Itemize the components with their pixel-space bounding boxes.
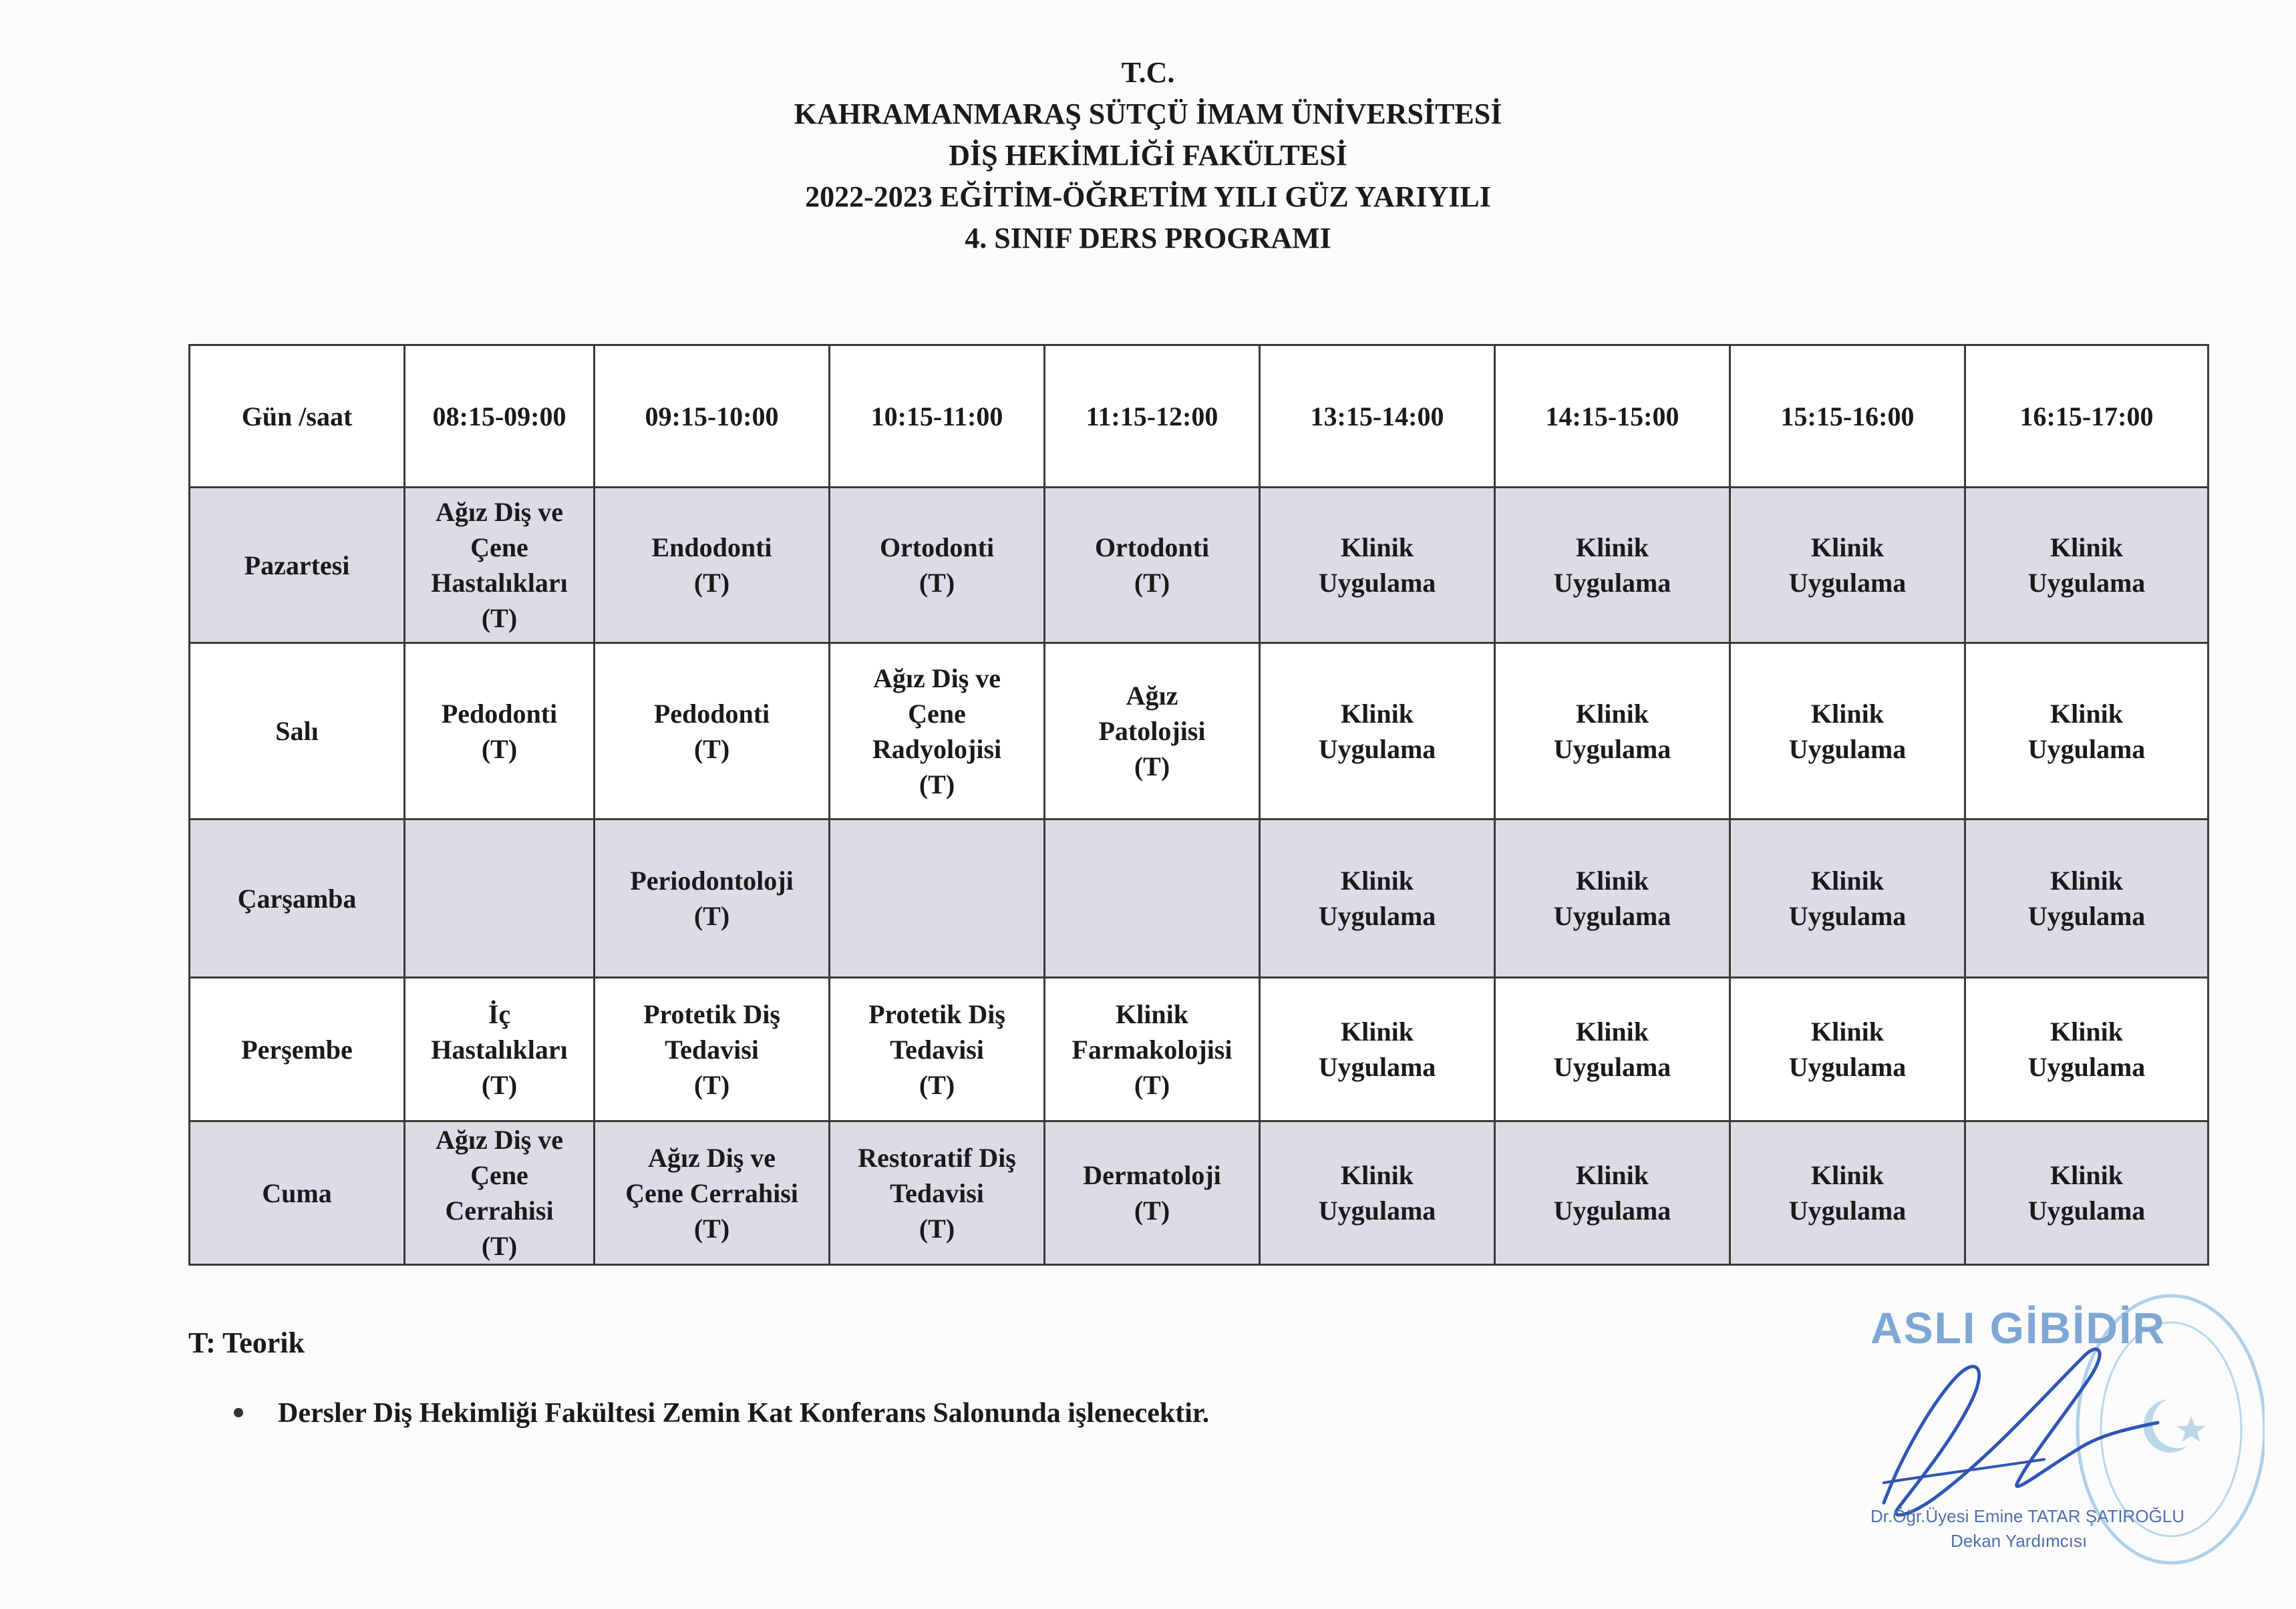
course-cell — [1730, 1121, 1965, 1265]
time-header: 08:15-09:00 — [405, 345, 595, 488]
course-text-line: Klinik — [1341, 1017, 1414, 1047]
course-cell — [1260, 820, 1495, 978]
course-text-line: Uygulama — [1318, 1196, 1436, 1226]
course-text-line: Çene — [470, 532, 528, 562]
header-faculty: DİŞ HEKİMLİĞİ FAKÜLTESİ — [949, 139, 1347, 172]
course-cell — [595, 978, 830, 1121]
course-text-line: Periodontoloji — [630, 866, 794, 896]
course-cell — [1495, 643, 1730, 820]
course-text-line: Uygulama — [1553, 1052, 1671, 1082]
day-cell: Perşembe — [190, 978, 405, 1121]
course-text-line: Uygulama — [1553, 1196, 1671, 1226]
course-cell — [1965, 488, 2208, 643]
course-text-line: Klinik — [2050, 1160, 2123, 1190]
course-text-line: Radyolojisi — [872, 733, 1002, 764]
course-cell — [595, 643, 830, 820]
schedule-row — [190, 978, 2208, 1121]
course-text-line: Klinik — [1341, 698, 1414, 729]
course-cell — [830, 820, 1045, 978]
schedule-row — [190, 643, 2208, 820]
course-cell — [595, 488, 830, 643]
course-text-line: Klinik — [1811, 866, 1884, 896]
course-cell — [1495, 488, 1730, 643]
course-text-line: Klinik — [1341, 532, 1414, 562]
course-text-line: Klinik — [1811, 532, 1884, 562]
course-text-line: Ağız Diş ve — [872, 663, 1001, 693]
course-cell — [1045, 1121, 1260, 1265]
course-text-line: (T) — [693, 568, 730, 598]
day-cell: Çarşamba — [190, 820, 405, 978]
time-header: 16:15-17:00 — [1965, 345, 2208, 488]
course-text-line: Klinik — [1811, 1017, 1884, 1047]
course-text-line: Protetik Diş — [868, 999, 1005, 1029]
course-text-line: Uygulama — [1788, 901, 1907, 931]
schedule-row — [190, 488, 2208, 643]
course-cell — [405, 1121, 595, 1265]
course-text-line: Klinik — [1116, 999, 1188, 1029]
course-cell — [1045, 820, 1260, 978]
schedule-table — [188, 344, 2209, 1266]
course-cell — [405, 978, 595, 1121]
course-text-line: Klinik — [1576, 532, 1649, 562]
document-header — [0, 52, 2296, 259]
course-text-line: Ortodonti — [1094, 532, 1210, 562]
course-text-line: (T) — [919, 568, 955, 598]
course-text-line: Cerrahisi — [445, 1196, 554, 1226]
course-text-line: Klinik — [2050, 1017, 2123, 1047]
course-text-line: Klinik — [1341, 866, 1414, 896]
schedule-row — [190, 1121, 2208, 1265]
course-text-line: Uygulama — [1318, 733, 1436, 764]
course-cell — [1965, 643, 2208, 820]
course-text-line: (T) — [481, 733, 518, 764]
course-cell — [1495, 1121, 1730, 1265]
schedule-header-row — [190, 345, 2208, 488]
course-cell — [1730, 488, 1965, 643]
course-cell — [830, 643, 1045, 820]
course-text-line: Ağız Diş ve — [435, 1125, 564, 1155]
header-academic-year: 2022-2023 EĞİTİM-ÖĞRETİM YILI GÜZ YARIYILI — [805, 180, 1491, 213]
course-text-line: Uygulama — [1788, 568, 1907, 598]
course-text-line: Uygulama — [1553, 901, 1671, 931]
course-cell — [1730, 643, 1965, 820]
course-text-line: Uygulama — [2027, 901, 2146, 931]
certified-copy-stamp: ASLI GİBİDİR — [1870, 1303, 2166, 1353]
course-cell — [1965, 820, 2208, 978]
course-text-line: Uygulama — [2027, 568, 2146, 598]
course-text-line: Uygulama — [1788, 1052, 1907, 1082]
course-text-line: Çene — [470, 1160, 528, 1190]
note-text: Dersler Diş Hekimliği Fakültesi Zemin Kat Konferans Salonunda işlenecektir. — [278, 1398, 1210, 1429]
schedule-row — [190, 820, 2208, 978]
note-item — [234, 1397, 1209, 1429]
course-cell — [830, 488, 1045, 643]
corner-cell: Gün /saat — [190, 345, 405, 488]
course-text-line: (T) — [1134, 751, 1170, 781]
course-text-line: (T) — [919, 1069, 955, 1100]
course-text-line: Çene — [908, 698, 966, 729]
course-text-line: Klinik — [1576, 1160, 1649, 1190]
course-cell — [1965, 1121, 2208, 1265]
course-text-line: Tedavisi — [665, 1034, 759, 1065]
course-text-line: Tedavisi — [890, 1178, 984, 1208]
official-stamp — [1844, 1289, 2285, 1590]
course-text-line: Çene Cerrahisi — [625, 1178, 798, 1208]
course-text-line: Patolojisi — [1098, 716, 1206, 746]
course-text-line: Uygulama — [1318, 901, 1436, 931]
signer-title: Dekan Yardımcısı — [1951, 1531, 2088, 1551]
course-text-line: (T) — [919, 769, 955, 799]
course-text-line: Ortodonti — [879, 532, 995, 562]
course-text-line: Tedavisi — [890, 1034, 984, 1065]
course-text-line: Klinik — [1576, 698, 1649, 729]
bullet-icon — [234, 1408, 243, 1417]
course-cell — [405, 643, 595, 820]
course-text-line: Endodonti — [651, 532, 772, 562]
course-text-line: Farmakolojisi — [1072, 1034, 1233, 1065]
course-text-line: (T) — [1134, 1196, 1170, 1226]
header-line-tc: T.C. — [1121, 56, 1175, 89]
time-header: 09:15-10:00 — [595, 345, 830, 488]
course-text-line: (T) — [481, 603, 518, 633]
time-header: 13:15-14:00 — [1260, 345, 1495, 488]
course-text-line: Uygulama — [1788, 733, 1907, 764]
course-cell — [595, 1121, 830, 1265]
day-cell: Salı — [190, 643, 405, 820]
course-text-line: Klinik — [2050, 866, 2123, 896]
course-text-line: Klinik — [2050, 698, 2123, 729]
course-text-line: Ağız Diş ve — [435, 497, 564, 527]
time-header: 11:15-12:00 — [1045, 345, 1260, 488]
course-text-line: Pedodonti — [653, 698, 770, 729]
course-text-line: (T) — [919, 1213, 955, 1244]
course-text-line: Uygulama — [1318, 1052, 1436, 1082]
course-cell — [830, 978, 1045, 1121]
course-text-line: Ağız Diş ve — [647, 1142, 776, 1173]
course-text-line: Restoratif Diş — [858, 1142, 1016, 1173]
course-text-line: (T) — [1134, 568, 1170, 598]
course-text-line: Uygulama — [2027, 1052, 2146, 1082]
legend-text: T: Teorik — [188, 1326, 305, 1359]
course-cell — [595, 820, 830, 978]
day-cell: Cuma — [190, 1121, 405, 1265]
course-text-line: İç — [488, 999, 511, 1029]
course-cell — [405, 820, 595, 978]
course-text-line: Protetik Diş — [643, 999, 780, 1029]
course-cell — [1495, 820, 1730, 978]
day-cell: Pazartesi — [190, 488, 405, 643]
course-text-line: (T) — [481, 1231, 518, 1261]
course-text-line: Pedodonti — [441, 698, 558, 729]
course-text-line: Uygulama — [1788, 1196, 1907, 1226]
course-text-line: (T) — [481, 1069, 518, 1100]
course-text-line: Klinik — [1576, 1017, 1649, 1047]
course-text-line: Uygulama — [2027, 1196, 2146, 1226]
course-text-line: Klinik — [1576, 866, 1649, 896]
course-cell — [1965, 978, 2208, 1121]
course-text-line: Klinik — [1811, 698, 1884, 729]
signer-name: Dr.Öğr.Üyesi Emine TATAR ŞATIROĞLU — [1870, 1506, 2185, 1526]
course-cell — [405, 488, 595, 643]
header-program-title: 4. SINIF DERS PROGRAMI — [965, 222, 1331, 254]
time-header: 14:15-15:00 — [1495, 345, 1730, 488]
course-text-line: Klinik — [1341, 1160, 1414, 1190]
course-cell — [1495, 978, 1730, 1121]
course-text-line: (T) — [693, 901, 730, 931]
course-text-line: Uygulama — [1318, 568, 1436, 598]
course-cell — [1045, 978, 1260, 1121]
course-text-line: Uygulama — [1553, 568, 1671, 598]
course-cell — [1260, 1121, 1495, 1265]
signature-icon — [1844, 1316, 2245, 1530]
course-text-line: Uygulama — [2027, 733, 2146, 764]
course-text-line: Klinik — [2050, 532, 2123, 562]
time-header: 15:15-16:00 — [1730, 345, 1965, 488]
course-text-line: Uygulama — [1553, 733, 1671, 764]
course-cell — [1730, 978, 1965, 1121]
course-cell — [1045, 643, 1260, 820]
course-cell — [1260, 643, 1495, 820]
time-header: 10:15-11:00 — [830, 345, 1045, 488]
header-university: KAHRAMANMARAŞ SÜTÇÜ İMAM ÜNİVERSİTESİ — [794, 98, 1502, 130]
course-text-line: (T) — [1134, 1069, 1170, 1100]
course-text-line: Klinik — [1811, 1160, 1884, 1190]
course-text-line: (T) — [693, 1069, 730, 1100]
course-cell — [1730, 820, 1965, 978]
course-text-line: Hastalıkları — [431, 1034, 568, 1065]
course-text-line: Hastalıkları — [431, 568, 568, 598]
course-cell — [830, 1121, 1045, 1265]
course-cell — [1260, 488, 1495, 643]
course-text-line: (T) — [693, 733, 730, 764]
course-cell — [1260, 978, 1495, 1121]
course-text-line: (T) — [693, 1213, 730, 1244]
course-text-line: Ağız — [1126, 681, 1178, 711]
course-cell — [1045, 488, 1260, 643]
course-text-line: Dermatoloji — [1083, 1160, 1221, 1190]
